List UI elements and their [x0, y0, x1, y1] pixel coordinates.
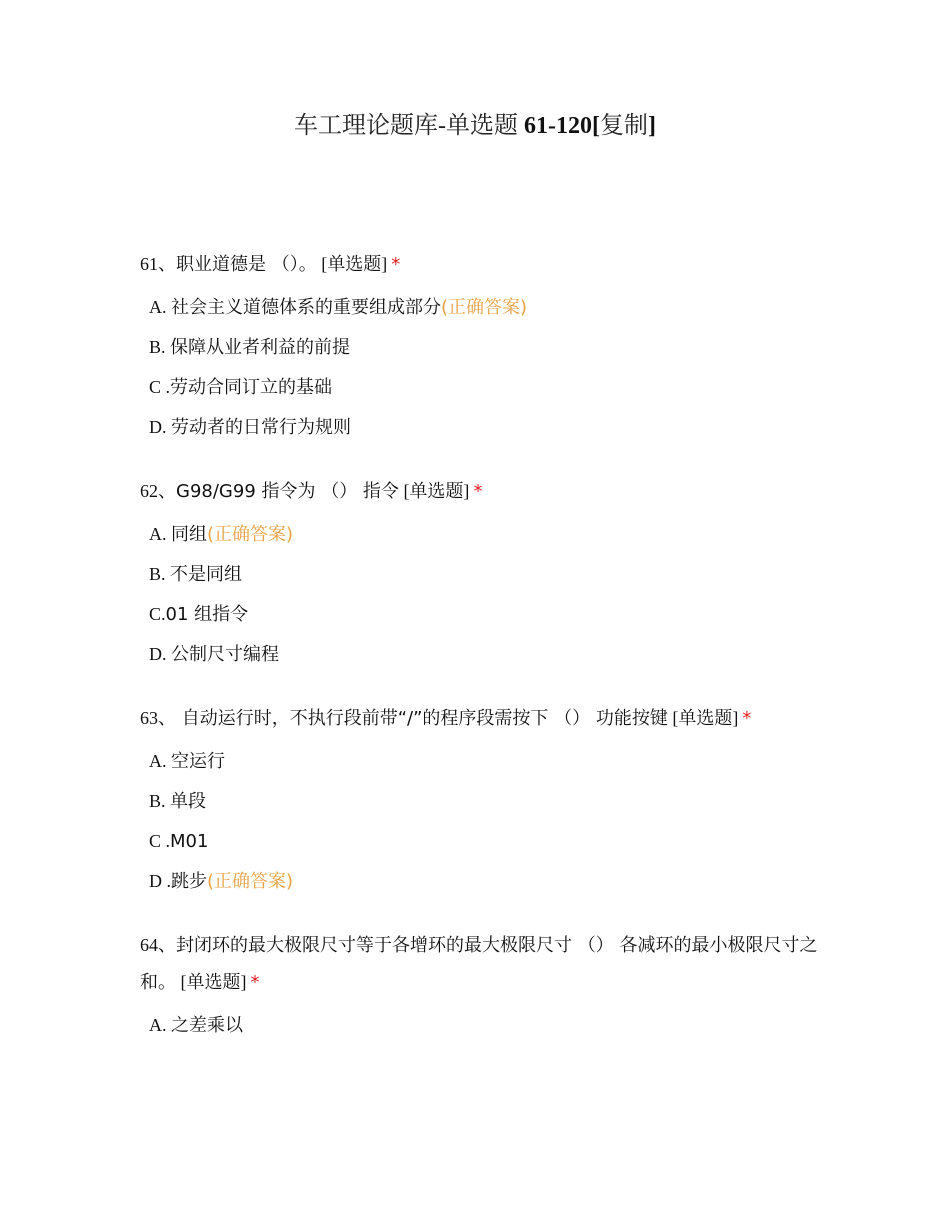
answer-option: [140, 1005, 820, 1045]
title-close-bracket: ]: [647, 113, 656, 139]
option-text: 劳动合同订立的基础: [170, 377, 333, 398]
question-stem: [140, 927, 820, 1001]
option-letter: B.: [149, 791, 171, 811]
option-letter: C .: [149, 377, 171, 397]
answer-option: [140, 634, 820, 674]
option-text: 同组: [171, 524, 207, 545]
answer-option: [140, 407, 820, 447]
question-list: [140, 246, 820, 1071]
question-block: [140, 700, 820, 901]
option-text: 公制尺寸编程: [171, 644, 279, 665]
required-asterisk: *: [473, 481, 483, 502]
question-block: [140, 246, 820, 447]
question-number: 62、: [140, 481, 176, 501]
option-letter: A.: [149, 297, 171, 317]
question-text: 封闭环的最大极限尺寸等于各增环的最大极限尺寸 （） 各减环的最小极限尺寸之和。: [140, 935, 818, 993]
option-letter: D.: [149, 644, 171, 664]
answer-option: [140, 861, 820, 901]
question-type-label: [单选题]: [176, 972, 247, 992]
option-text: 单段: [170, 791, 207, 812]
answer-option: [140, 367, 820, 407]
option-text: 不是同组: [170, 564, 243, 585]
required-asterisk: *: [391, 254, 401, 275]
answer-option: [140, 287, 820, 327]
option-letter: D.: [149, 417, 171, 437]
answer-option: [140, 514, 820, 554]
option-text: 社会主义道德体系的重要组成部分: [171, 297, 441, 318]
option-text: 劳动者的日常行为规则: [171, 417, 351, 438]
option-letter: B.: [149, 564, 171, 584]
question-number: 64、: [140, 935, 176, 955]
option-letter: C .: [149, 831, 171, 851]
question-type-label: [单选题]: [398, 481, 470, 501]
correct-answer-tag: (正确答案): [207, 524, 294, 545]
required-asterisk: *: [742, 708, 752, 729]
title-range: 61-120[: [524, 113, 600, 139]
option-letter: B.: [149, 337, 171, 357]
question-text: G98/G99 指令为 （） 指令: [176, 481, 399, 502]
option-text: 空运行: [171, 751, 225, 772]
option-letter: D .: [149, 871, 171, 891]
question-type-label: [单选题]: [667, 708, 739, 728]
option-text: M01: [170, 831, 209, 852]
page-title: [0, 108, 950, 144]
question-text: 自动运行时，不执行段前带“/”的程序段需按下 （） 功能按键: [176, 708, 668, 729]
required-asterisk: *: [250, 972, 260, 993]
answer-option: [140, 821, 820, 861]
question-stem: [140, 473, 820, 510]
answer-option: [140, 554, 820, 594]
correct-answer-tag: (正确答案): [441, 297, 528, 318]
answer-option: [140, 781, 820, 821]
question-stem: [140, 246, 820, 283]
option-letter: C.: [149, 604, 166, 624]
option-text: 保障从业者利益的前提: [170, 337, 351, 358]
option-letter: A.: [149, 1015, 171, 1035]
answer-option: [140, 327, 820, 367]
answer-option: [140, 741, 820, 781]
question-block: [140, 927, 820, 1045]
answer-option: [140, 594, 820, 634]
question-type-label: [单选题]: [316, 254, 388, 274]
question-number: 63、: [140, 708, 176, 728]
option-letter: A.: [149, 751, 171, 771]
question-stem: [140, 700, 820, 737]
question-block: [140, 473, 820, 674]
correct-answer-tag: (正确答案): [207, 871, 294, 892]
option-text: 01 组指令: [165, 604, 249, 625]
question-number: 61、: [140, 254, 176, 274]
option-text: 之差乘以: [171, 1015, 243, 1036]
option-text: 跳步: [171, 871, 207, 892]
question-text: 职业道德是 （）。: [176, 254, 317, 275]
title-text: 车工理论题库-单选题: [294, 113, 524, 139]
title-copy-label: 复制: [599, 113, 648, 139]
option-letter: A.: [149, 524, 171, 544]
